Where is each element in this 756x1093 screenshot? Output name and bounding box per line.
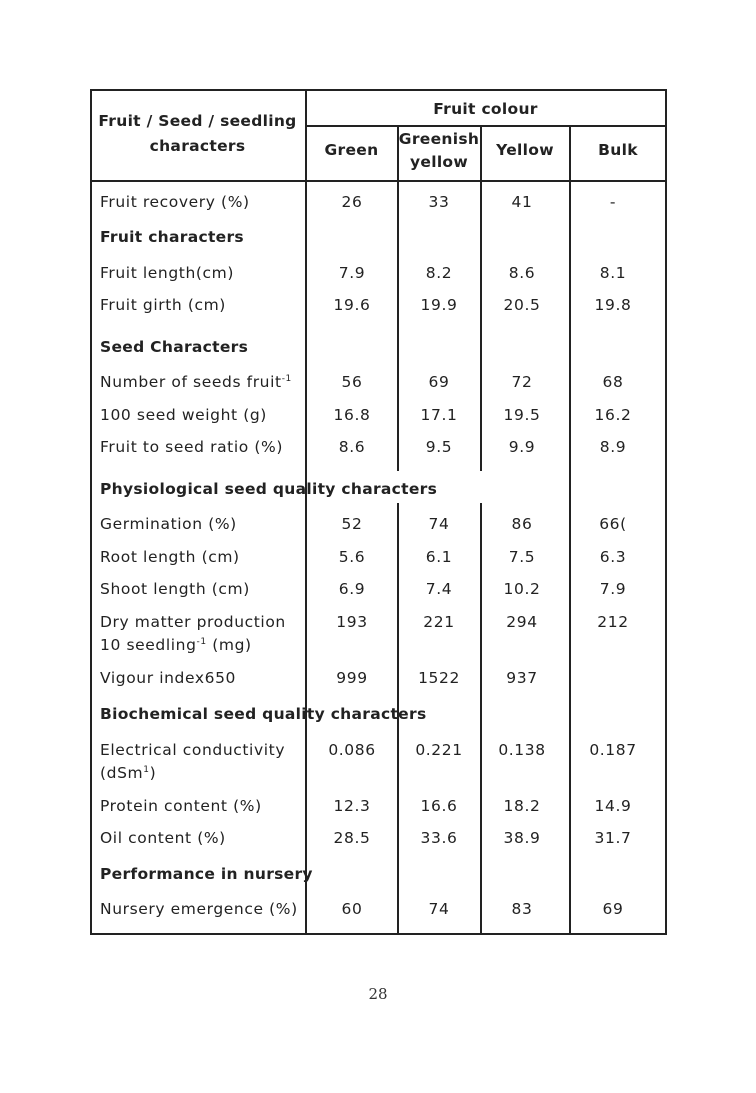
table-cell: - xyxy=(609,193,617,211)
table-cell: 86 xyxy=(511,515,533,533)
row-label-text: Electrical conductivity xyxy=(100,741,286,759)
page-number: 28 xyxy=(368,985,388,1003)
row-label-superscript: -1 xyxy=(281,374,292,384)
row-label xyxy=(100,515,237,533)
row-label-text: Germination (%) xyxy=(100,515,237,533)
column-header-bulk: Bulk xyxy=(598,141,638,159)
row-label xyxy=(100,580,250,598)
table-cell: 14.9 xyxy=(594,797,632,815)
row-label-text: 100 seed weight (g) xyxy=(100,406,267,424)
table-cell: 19.6 xyxy=(333,296,371,314)
row-header-line2: characters xyxy=(149,137,246,155)
table-cell: 9.9 xyxy=(508,438,536,456)
table-cell: 72 xyxy=(511,373,533,391)
table-cell: 69 xyxy=(602,900,624,918)
table-cell: 18.2 xyxy=(503,797,541,815)
table-cell: 7.9 xyxy=(599,580,627,598)
row-label-text: Protein content (%) xyxy=(100,797,262,815)
section-heading: Physiological seed quality characters xyxy=(100,480,438,498)
table-cell: 221 xyxy=(423,613,455,631)
table-cell: 6.9 xyxy=(338,580,366,598)
table-cell: 31.7 xyxy=(594,829,632,847)
row-label xyxy=(100,406,267,424)
table-cell: 19.5 xyxy=(503,406,541,424)
row-label xyxy=(100,741,285,759)
row-label xyxy=(100,829,226,847)
table-cell: 33.6 xyxy=(420,829,458,847)
table-cell: 8.6 xyxy=(508,264,536,282)
row-label xyxy=(100,797,262,815)
row-label xyxy=(100,900,298,918)
header-group-divider xyxy=(305,125,666,127)
table-cell: 937 xyxy=(506,669,538,687)
row-label-text: Fruit to seed ratio (%) xyxy=(100,438,283,456)
row-label-line2 xyxy=(100,764,156,782)
row-label xyxy=(100,193,250,211)
row-label-line2-text: (dSm xyxy=(100,764,144,782)
table-cell: 999 xyxy=(336,669,368,687)
table-cell: 74 xyxy=(428,900,450,918)
row-label xyxy=(100,669,236,687)
table-cell: 60 xyxy=(341,900,363,918)
table-cell: 0.187 xyxy=(589,741,637,759)
table-cell: 5.6 xyxy=(338,548,366,566)
table-cell: 68 xyxy=(602,373,624,391)
section-heading: Seed Characters xyxy=(100,338,249,356)
table-cell: 7.9 xyxy=(338,264,366,282)
row-label-text: Dry matter production xyxy=(100,613,286,631)
row-label-text: Fruit girth (cm) xyxy=(100,296,226,314)
table-cell: 0.086 xyxy=(328,741,376,759)
table-cell: 33 xyxy=(428,193,450,211)
table-cell: 19.8 xyxy=(594,296,632,314)
row-label-text: Number of seeds fruit xyxy=(100,373,282,391)
table-cell: 17.1 xyxy=(420,406,458,424)
row-label xyxy=(100,373,292,391)
row-label-text: Fruit recovery (%) xyxy=(100,193,250,211)
row-label-text: Nursery emergence (%) xyxy=(100,900,298,918)
table-cell: 26 xyxy=(341,193,363,211)
table-cell: 8.2 xyxy=(425,264,453,282)
column-header-green: Green xyxy=(324,141,379,159)
table-cell: 1522 xyxy=(418,669,460,687)
table-cell: 69 xyxy=(428,373,450,391)
table-cell: 16.6 xyxy=(420,797,458,815)
table-cell: 38.9 xyxy=(503,829,541,847)
table-cell: 12.3 xyxy=(333,797,371,815)
section-heading: Fruit characters xyxy=(100,228,244,246)
table-cell: 6.1 xyxy=(425,548,453,566)
column-header-yellow: Yellow xyxy=(496,141,554,159)
fruit-colour-header: Fruit colour xyxy=(433,100,538,118)
row-label-line2-superscript: 1 xyxy=(143,765,150,775)
section-heading: Biochemical seed quality characters xyxy=(100,705,427,723)
table-cell: 294 xyxy=(506,613,538,631)
table-cell: 74 xyxy=(428,515,450,533)
column-header-greenish-line1: Greenish xyxy=(398,130,480,148)
table-cell: 66( xyxy=(599,515,627,533)
table-cell: 41 xyxy=(511,193,533,211)
table-cell: 16.2 xyxy=(594,406,632,424)
table-cell: 0.138 xyxy=(498,741,546,759)
table-cell: 7.5 xyxy=(508,548,536,566)
table-cell: 8.9 xyxy=(599,438,627,456)
table-cell: 16.8 xyxy=(333,406,371,424)
row-label-text: Oil content (%) xyxy=(100,829,226,847)
row-label-text: Shoot length (cm) xyxy=(100,580,250,598)
table-cell: 9.5 xyxy=(425,438,453,456)
row-label xyxy=(100,296,226,314)
row-label xyxy=(100,264,234,282)
table-cell: 212 xyxy=(597,613,629,631)
row-label-line2-end: ) xyxy=(149,764,157,782)
row-label-line2-end: (mg) xyxy=(206,636,252,654)
table-cell: 6.3 xyxy=(599,548,627,566)
row-label xyxy=(100,438,283,456)
row-label-line2-text: 10 seedling xyxy=(100,636,197,654)
table-cell: 56 xyxy=(341,373,363,391)
row-label xyxy=(100,548,240,566)
table-cell: 20.5 xyxy=(503,296,541,314)
section-heading: Performance in nursery xyxy=(100,865,313,883)
column-divider-3b xyxy=(480,503,482,935)
table-cell: 193 xyxy=(336,613,368,631)
table-cell: 52 xyxy=(341,515,363,533)
column-header-greenish-line2: yellow xyxy=(409,153,468,171)
table-cell: 7.4 xyxy=(425,580,453,598)
row-label-line2-superscript: -1 xyxy=(196,637,207,647)
table-cell: 19.9 xyxy=(420,296,458,314)
table-cell: 8.1 xyxy=(599,264,627,282)
table-cell: 83 xyxy=(511,900,533,918)
header-bottom-divider xyxy=(90,180,667,182)
row-label-text: Root length (cm) xyxy=(100,548,240,566)
table-cell: 28.5 xyxy=(333,829,371,847)
table-cell: 8.6 xyxy=(338,438,366,456)
row-header-line1: Fruit / Seed / seedling xyxy=(98,112,297,130)
row-label xyxy=(100,613,286,631)
row-label-text: Fruit length(cm) xyxy=(100,264,235,282)
table-cell: 10.2 xyxy=(503,580,541,598)
row-label-line2 xyxy=(100,636,252,654)
table-cell: 0.221 xyxy=(415,741,463,759)
row-label-text: Vigour index650 xyxy=(100,669,237,687)
